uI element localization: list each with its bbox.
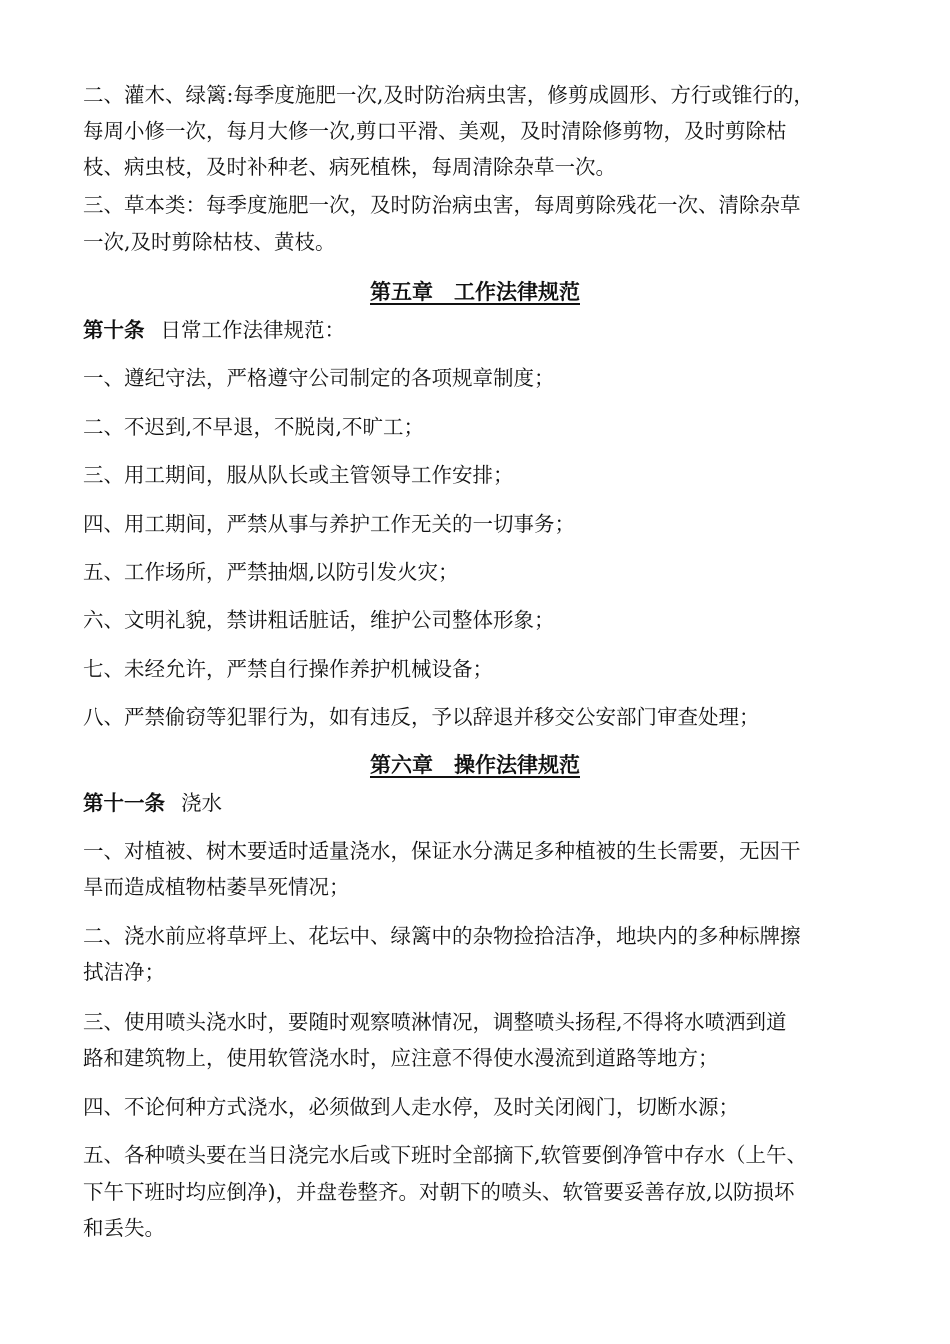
intro-line: 一次,及时剪除枯枝、黄枝。 [83, 230, 336, 254]
intro-line: 二、灌木、绿篱:每季度施肥一次,及时防治病虫害，修剪成圆形、方行或锥行的， [83, 83, 814, 107]
rule-item: 五、工作场所，严禁抽烟,以防引发火灾； [83, 560, 459, 584]
rule-item-line: 下午下班时均应倒净)，并盘卷整齐。对朝下的喷头、软管要妥善存放,以防损坏 [83, 1180, 795, 1204]
rule-item-line: 路和建筑物上，使用软管浇水时，应注意不得使水漫流到道路等地方； [83, 1046, 719, 1070]
rule-item-line: 五、各种喷头要在当日浇完水后或下班时全部摘下,软管要倒净管中存水（上午、 [83, 1143, 808, 1167]
rule-item: 六、文明礼貌，禁讲粗话脏话，维护公司整体形象； [83, 608, 555, 632]
chapter-title: 第六章 操作法律规范 [370, 753, 580, 777]
rule-item: 七、未经允许，严禁自行操作养护机械设备； [83, 657, 493, 681]
rule-item: 二、不迟到,不早退，不脱岗,不旷工； [83, 415, 425, 439]
rule-item: 八、严禁偷窃等犯罪行为，如有违反，予以辞退并移交公安部门审查处理； [83, 705, 760, 729]
rule-item: 四、用工期间，严禁从事与养护工作无关的一切事务； [83, 512, 575, 536]
rule-item-line: 一、对植被、树木要适时适量浇水，保证水分满足多种植被的生长需要，无因干 [83, 839, 801, 863]
article-title: 浇水 [181, 791, 222, 815]
article-heading [83, 791, 883, 815]
rule-item-line: 拭洁净； [83, 960, 165, 984]
rule-item: 一、遵纪守法，严格遵守公司制定的各项规章制度； [83, 366, 555, 390]
article-number: 第十条 [83, 318, 145, 342]
article-title: 日常工作法律规范： [160, 318, 345, 342]
rule-item: 三、用工期间，服从队长或主管领导工作安排； [83, 463, 514, 487]
article-number: 第十一条 [83, 791, 165, 815]
rule-item-line: 旱而造成植物枯萎旱死情况； [83, 875, 350, 899]
intro-line: 每周小修一次，每月大修一次,剪口平滑、美观，及时清除修剪物，及时剪除枯 [83, 119, 787, 143]
article-heading [83, 318, 883, 342]
rule-item-line: 二、浇水前应将草坪上、花坛中、绿篱中的杂物捡拾洁净，地块内的多种标牌擦 [83, 924, 801, 948]
chapter-title: 第五章 工作法律规范 [370, 280, 580, 304]
intro-line: 枝、病虫枝，及时补种老、病死植株，每周清除杂草一次。 [83, 155, 616, 179]
rule-item-line: 和丢失。 [83, 1216, 165, 1240]
intro-line: 三、草本类：每季度施肥一次，及时防治病虫害，每周剪除残花一次、清除杂草 [83, 193, 801, 217]
rule-item-line: 四、不论何种方式浇水，必须做到人走水停，及时关闭阀门，切断水源； [83, 1095, 739, 1119]
rule-item-line: 三、使用喷头浇水时，要随时观察喷淋情况，调整喷头扬程,不得将水喷洒到道 [83, 1010, 787, 1034]
